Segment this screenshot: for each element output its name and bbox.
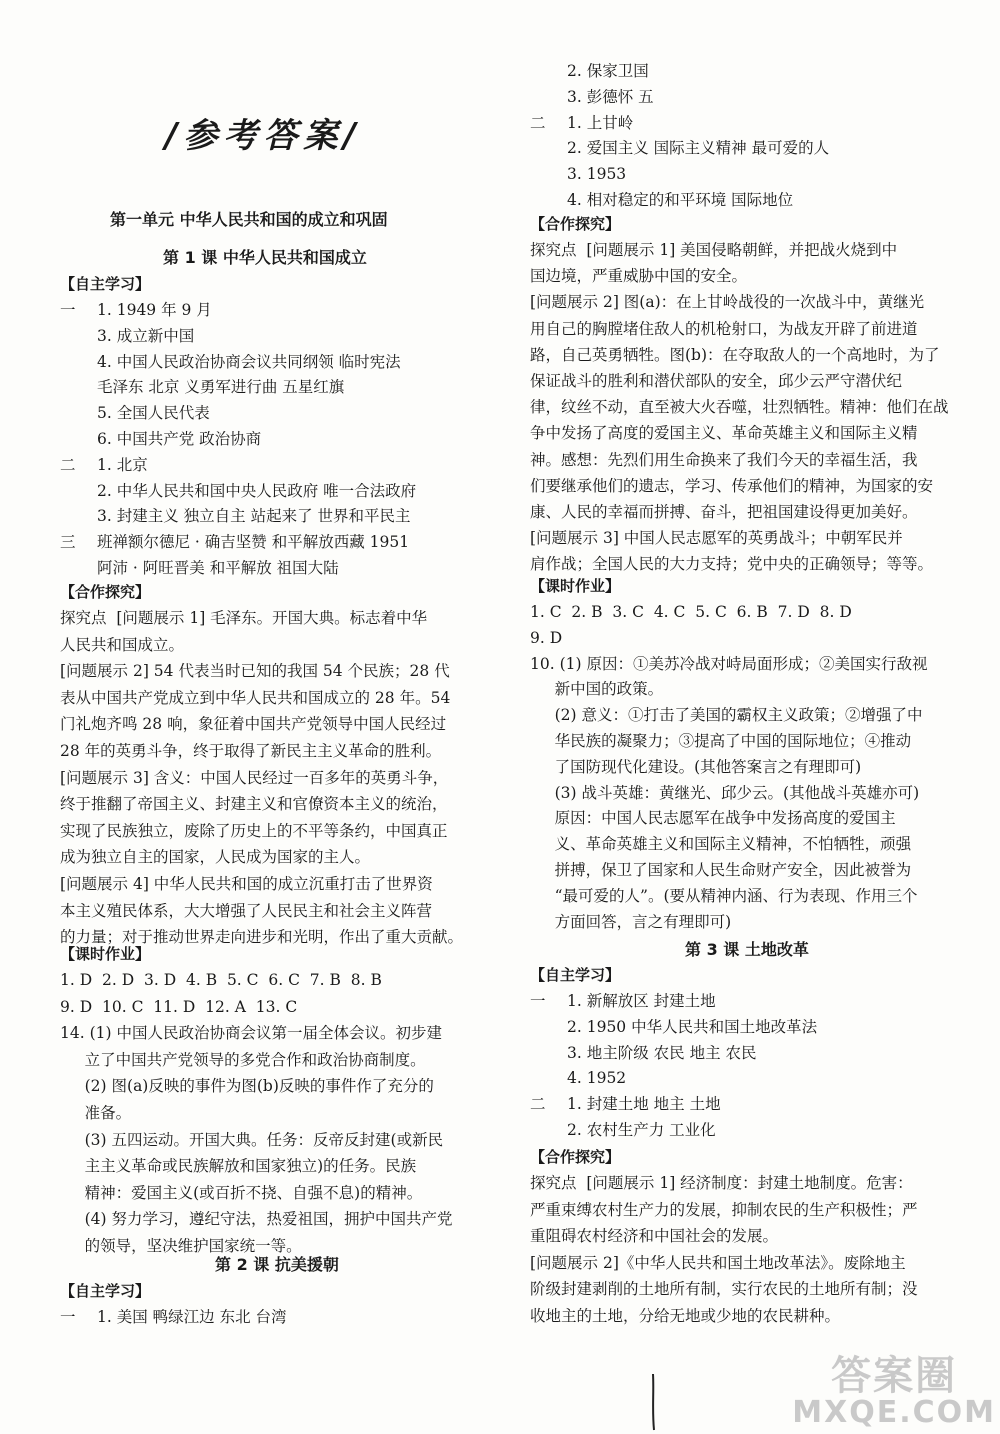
- text-line: 9. D 10. C 11. D 12. A 13. C: [60, 997, 298, 1016]
- text-line: 原因：中国人民志愿军在战争中发扬高度的爱国主: [530, 809, 896, 828]
- text-line: 了国防现代化建设。(其他答案言之有理即可): [530, 757, 862, 776]
- text-line: [问题展示 2] 图(a)：在上甘岭战役的一次战斗中，黄继光: [530, 293, 925, 312]
- text-line: 的力量；对于推动世界走向进步和光明，作出了重大贡献。: [60, 928, 464, 947]
- list-item: 毛泽东 北京 义勇军进行曲 五星红旗: [97, 378, 345, 397]
- lesson3-hezuo-tag: 【合作探究】: [530, 1148, 621, 1166]
- lesson2-zizhu-tag: 【自主学习】: [60, 1282, 151, 1300]
- text-line: 国边境，严重威胁中国的安全。: [530, 267, 748, 286]
- list-item: 1. 美国 鸭绿江边 东北 台湾: [97, 1308, 287, 1326]
- text-line: (4) 努力学习，遵纪守法，热爱祖国，拥护中国共产党: [60, 1210, 453, 1229]
- text-line: 终于推翻了帝国主义、封建主义和官僚资本主义的统治，: [60, 795, 448, 814]
- text-line: 探究点 [问题展示 1] 毛泽东。开国大典。标志着中华: [60, 609, 428, 627]
- list-item: 2. 1950 中华人民共和国土地改革法: [567, 1017, 818, 1036]
- text-line: 实现了民族独立，废除了历史上的不平等条约，中国真正: [60, 821, 448, 840]
- list-item: 3. 封建主义 独立自主 站起来了 世界和平民主: [97, 507, 411, 526]
- text-line: 14. (1) 中国人民政治协商会议第一届全体会议。初步建: [60, 1024, 442, 1043]
- unit-heading: 第一单元 中华人民共和国的成立和巩固: [110, 210, 388, 229]
- text-line: 的领导，坚决维护国家统一等。: [60, 1237, 302, 1255]
- list-item: 5. 全国人民代表: [97, 404, 210, 423]
- text-line: [问题展示 4] 中华人民共和国的成立沉重打击了世界资: [60, 875, 433, 893]
- text-line: 门礼炮齐鸣 28 响，象征着中国共产党领导中国人民经过: [60, 715, 447, 734]
- text-line: 1. D 2. D 3. D 4. B 5. C 6. C 7. B 8. B: [60, 971, 382, 989]
- list-number: 一: [60, 301, 76, 319]
- text-line: 们要继承他们的遗志，学习、传承他们的精神，为国家的安: [530, 476, 934, 495]
- text-line: 探究点 [问题展示 1] 经济制度：封建土地制度。危害：: [530, 1174, 913, 1192]
- text-line: 用自己的胸膛堵住敌人的机枪射口，为战友开辟了前进道: [530, 319, 918, 338]
- text-line: (3) 战斗英雄：黄继光、邱少云。(其他战斗英雄亦可): [530, 783, 920, 802]
- text-line: 精神：爱国主义(或百折不挠、自强不息)的精神。: [60, 1183, 423, 1202]
- list-item: 3. 彭德怀 五: [567, 87, 654, 106]
- text-line: “最可爱的人”。(要从精神内涵、行为表现、作用三个: [530, 886, 918, 905]
- text-line: 本主义殖民体系，大大增强了人民民主和社会主义阵营: [60, 901, 433, 920]
- list-item: 2. 农村生产力 工业化: [567, 1121, 716, 1139]
- list-item: 3. 成立新中国: [97, 326, 195, 345]
- text-line: 准备。: [60, 1104, 132, 1122]
- lesson2-hezuo-tag: 【合作探究】: [530, 215, 621, 233]
- text-line: 28 年的英勇斗争，终于取得了新民主主义革命的胜利。: [60, 742, 442, 760]
- text-line: 1. C 2. B 3. C 4. C 5. C 6. B 7. D 8. D: [530, 603, 852, 621]
- list-number: 二: [60, 455, 76, 474]
- text-line: 争中发扬了高度的爱国主义、革命英雄主义和国际主义精: [530, 424, 918, 443]
- list-item: 4. 中国人民政治协商会议共同纲领 临时宪法: [97, 352, 401, 371]
- text-line: 肩作战；全国人民的大力支持；党中央的正确领导；等等。: [530, 555, 934, 574]
- list-item: 阿沛 · 阿旺晋美 和平解放 祖国大陆: [97, 559, 339, 577]
- watermark-url: MXQE.COM: [792, 1395, 996, 1430]
- text-line: 方面回答，言之有理即可): [530, 912, 732, 931]
- lesson3-heading: 第 3 课 土地改革: [685, 940, 809, 959]
- text-line: 律，纹丝不动，直至被大火吞噬，壮烈牺牲。精神：他们在战: [530, 398, 949, 417]
- list-number: 二: [530, 1095, 546, 1114]
- list-item: 2. 保家卫国: [567, 62, 649, 80]
- text-line: 重阻碍农村经济和中国社会的发展。: [530, 1227, 779, 1245]
- page-title: /参考答案/: [165, 116, 362, 156]
- list-item: 2. 中华人民共和国中央人民政府 唯一合法政府: [97, 481, 417, 500]
- list-item: 1. 北京: [97, 455, 148, 474]
- text-line: 探究点 [问题展示 1] 美国侵略朝鲜，并把战火烧到中: [530, 241, 898, 259]
- text-line: [问题展示 2]《中华人民共和国土地改革法》。废除地主: [530, 1253, 906, 1272]
- list-item: 4. 1952: [567, 1069, 627, 1088]
- text-line: 华民族的凝聚力；③提高了中国的国际地位；④推动: [530, 732, 912, 750]
- text-line: 新中国的政策。: [530, 680, 664, 699]
- text-line: 9. D: [530, 628, 563, 647]
- text-line: 阶级封建剥削的土地所有制，实行农民的土地所有制；没: [530, 1280, 918, 1298]
- text-line: (3) 五四运动。开国大典。任务：反帝反封建(或新民: [60, 1130, 444, 1149]
- list-item: 1. 新解放区 封建土地: [567, 992, 716, 1010]
- text-line: 10. (1) 原因：①美苏冷战对峙局面形成；②美国实行敌视: [530, 654, 928, 673]
- text-line: [问题展示 2] 54 代表当时已知的我国 54 个民族；28 代: [60, 662, 450, 681]
- lesson1-keshi-tag: 【课时作业】: [60, 945, 151, 963]
- watermark-logo: 答案圈: [831, 1353, 958, 1399]
- list-item: 1. 上甘岭: [567, 113, 634, 132]
- list-number: 一: [530, 992, 546, 1010]
- text-line: 康、人民的幸福而拼搏、奋斗，把祖国建设得更加美好。: [530, 503, 918, 521]
- list-item: 2. 爱国主义 国际主义精神 最可爱的人: [567, 139, 830, 158]
- text-line: (2) 意义：①打击了美国的霸权主义政策；②增强了中: [530, 706, 923, 725]
- pen-stroke-mark: [648, 1372, 658, 1432]
- text-line: 义、革命英雄主义和国际主义精神，不怕牺牲，顽强: [530, 835, 912, 854]
- text-line: [问题展示 3] 含义：中国人民经过一百多年的英勇斗争，: [60, 768, 449, 787]
- text-line: 拼搏，保卫了国家和人民生命财产安全，因此被誉为: [530, 861, 912, 879]
- text-line: 收地主的土地，分给无地或少地的农民耕种。: [530, 1306, 841, 1325]
- text-line: 神。感想：先烈们用生命换来了我们今天的幸福生活，我: [530, 450, 918, 469]
- lesson2-heading: 第 2 课 抗美援朝: [215, 1255, 339, 1274]
- text-line: 路，自己英勇牺牲。图(b)：在夺取敌人的一个高地时，为了: [530, 345, 940, 364]
- list-item: 4. 相对稳定的和平环境 国际地位: [567, 191, 794, 209]
- text-line: 主主义革命或民族解放和国家独立)的任务。民族: [60, 1157, 417, 1176]
- list-number: 二: [530, 113, 546, 132]
- list-number: 三: [60, 533, 76, 552]
- list-item: 3. 1953: [567, 165, 627, 184]
- list-item: 1. 封建土地 地主 土地: [567, 1095, 721, 1114]
- text-line: 保证战斗的胜利和潜伏部队的安全，邱少云严守潜伏纪: [530, 372, 903, 390]
- text-line: 成为独立自主的国家，人民成为国家的主人。: [60, 848, 371, 867]
- lesson3-zizhu-tag: 【自主学习】: [530, 966, 621, 984]
- watermark: [792, 1344, 996, 1430]
- text-line: (2) 图(a)反映的事件为图(b)反映的事件作了充分的: [60, 1077, 434, 1096]
- lesson1-hezuo-tag: 【合作探究】: [60, 583, 151, 601]
- lesson1-heading: 第 1 课 中华人民共和国成立: [163, 248, 367, 267]
- list-item: 3. 地主阶级 农民 地主 农民: [567, 1043, 757, 1062]
- text-line: 表从中国共产党成立到中华人民共和国成立的 28 年。54: [60, 688, 451, 707]
- list-number: 一: [60, 1308, 76, 1326]
- lesson2-keshi-tag: 【课时作业】: [530, 577, 621, 595]
- text-line: 严重束缚农村生产力的发展，抑制农民的生产积极性；严: [530, 1200, 918, 1219]
- list-item: 班禅额尔德尼 · 确吉坚赞 和平解放西藏 1951: [97, 533, 410, 552]
- text-line: [问题展示 3] 中国人民志愿军的英勇战斗；中朝军民并: [530, 529, 903, 548]
- list-item: 6. 中国共产党 政治协商: [97, 430, 262, 448]
- text-line: 立了中国共产党领导的多党合作和政治协商制度。: [60, 1050, 426, 1069]
- list-item: 1. 1949 年 9 月: [97, 301, 212, 319]
- text-line: 人民共和国成立。: [60, 635, 185, 654]
- lesson1-zizhu-tag: 【自主学习】: [60, 275, 151, 293]
